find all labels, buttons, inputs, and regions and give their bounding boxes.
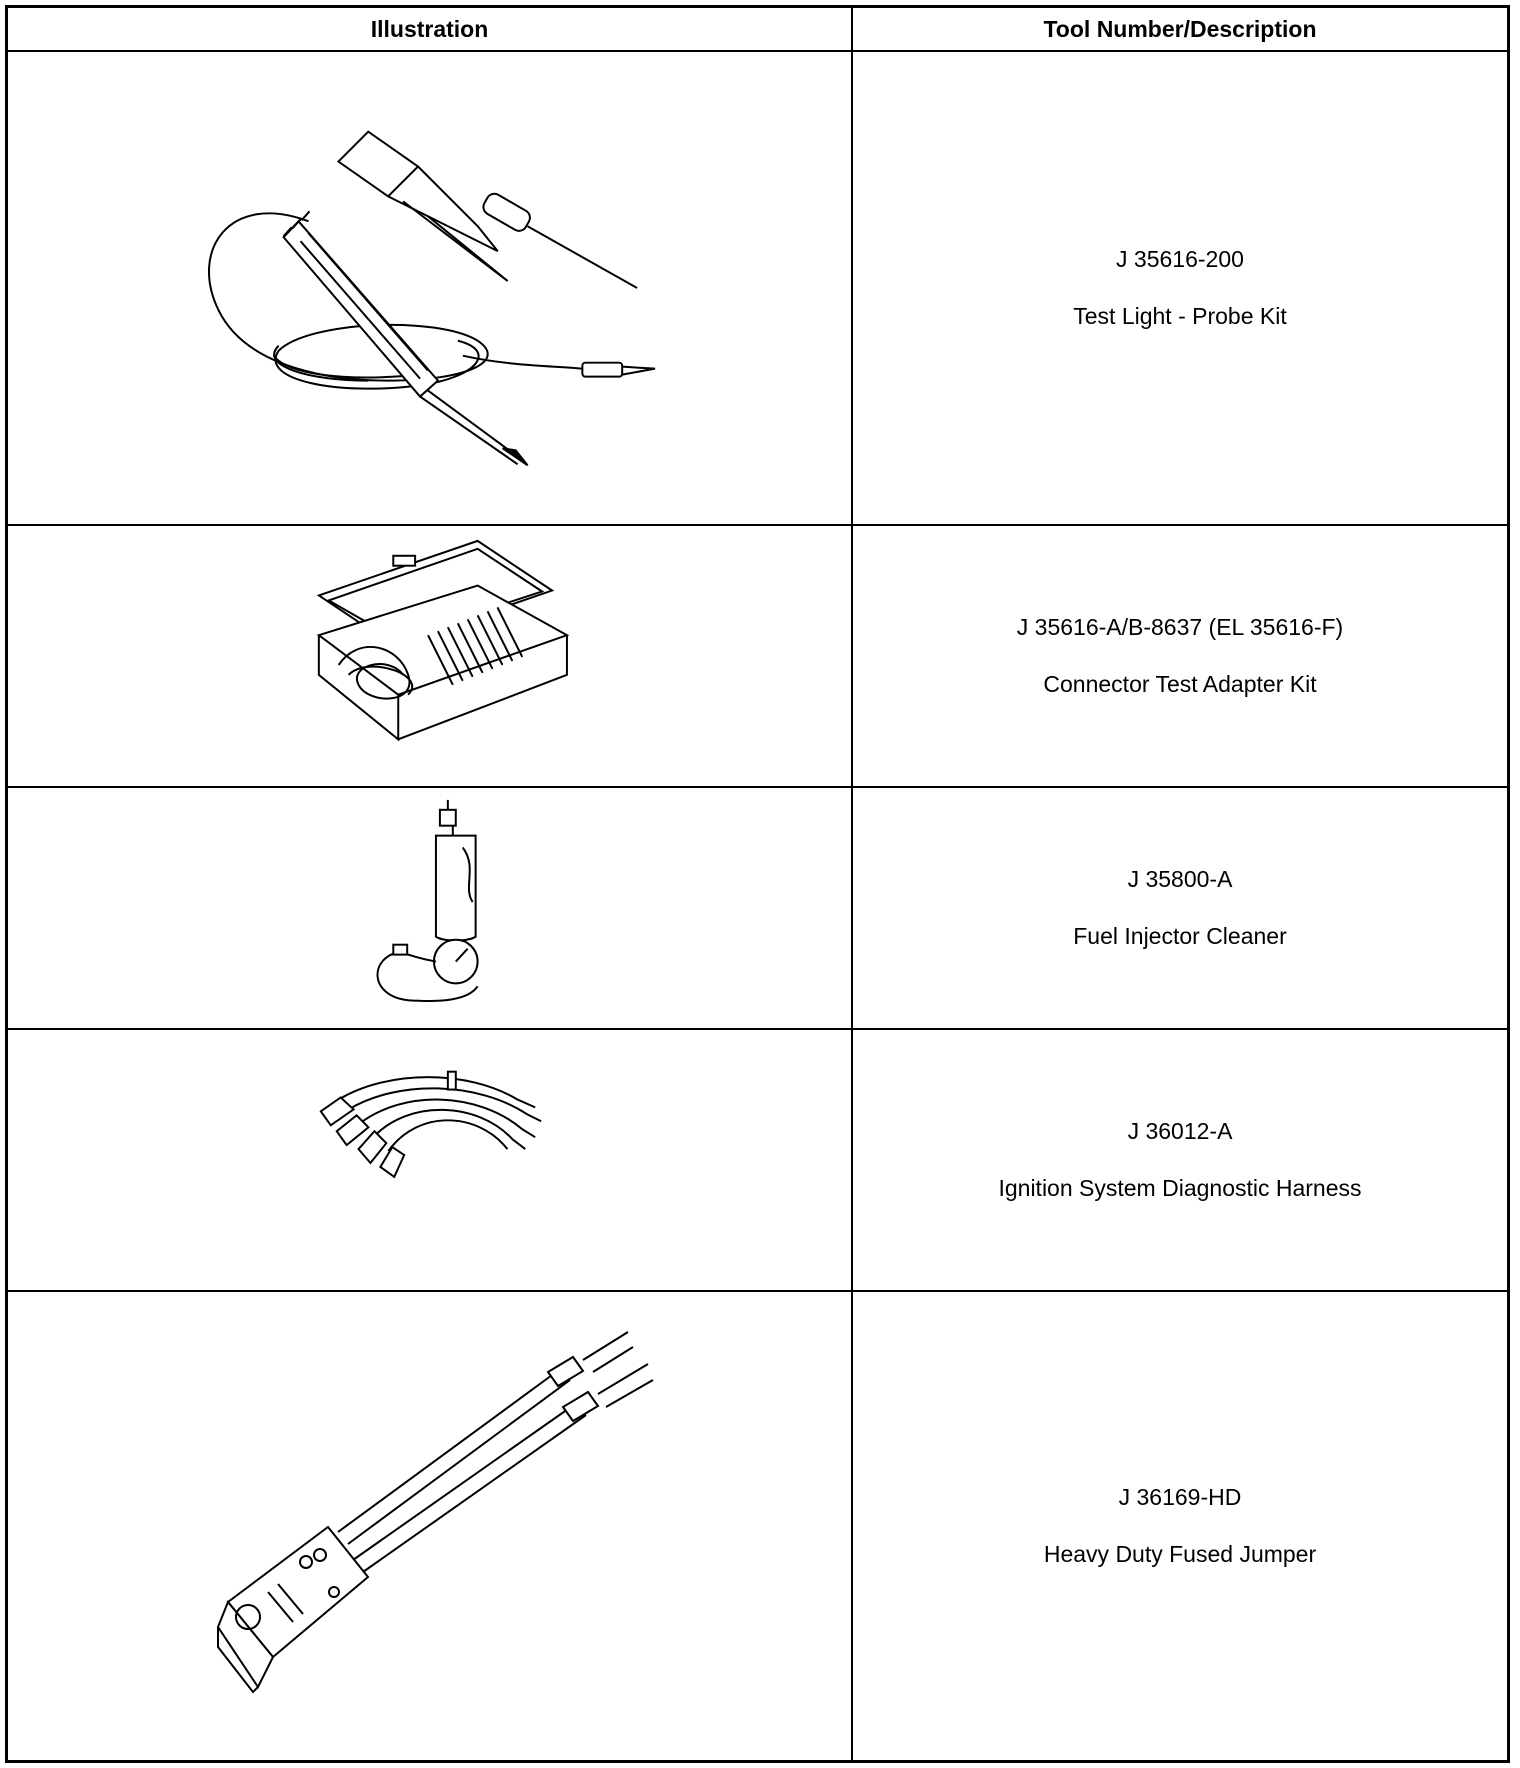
- illustration-header: Illustration: [370, 15, 489, 42]
- tool-description: [853, 788, 1507, 1028]
- table-row: [8, 788, 1507, 1030]
- tool-name: Heavy Duty Fused Jumper: [1043, 1541, 1317, 1567]
- tool-header: Tool Number/Description: [1043, 15, 1317, 42]
- tool-number: J 36169-HD: [1118, 1484, 1242, 1510]
- test-light-probe-kit-illustration: [8, 52, 851, 524]
- tool-name: Connector Test Adapter Kit: [1043, 671, 1317, 697]
- tool-number: J 35800-A: [1127, 866, 1233, 892]
- tool-table: [5, 5, 1510, 1763]
- table-row: [8, 1292, 1507, 1760]
- connector-test-adapter-kit-illustration: [8, 526, 851, 786]
- table-row: [8, 526, 1507, 788]
- tool-name: Ignition System Diagnostic Harness: [998, 1175, 1362, 1201]
- table-row: [8, 52, 1507, 526]
- tool-number: J 35616-200: [1116, 246, 1244, 272]
- ignition-harness-illustration: [8, 1030, 851, 1290]
- tool-description: [853, 526, 1507, 786]
- tool-name: Fuel Injector Cleaner: [1073, 923, 1287, 949]
- tool-description: [853, 52, 1507, 524]
- fuel-injector-cleaner-illustration: [8, 788, 851, 1028]
- table-header: [8, 8, 1507, 52]
- fused-jumper-illustration: [8, 1292, 851, 1760]
- tool-number: J 35616-A/B-8637 (EL 35616-F): [1016, 614, 1344, 640]
- tool-number: J 36012-A: [1127, 1118, 1233, 1144]
- tool-description: [853, 1292, 1507, 1760]
- table-row: [8, 1030, 1507, 1292]
- tool-name: Test Light - Probe Kit: [1073, 303, 1287, 329]
- tool-description: [853, 1030, 1507, 1290]
